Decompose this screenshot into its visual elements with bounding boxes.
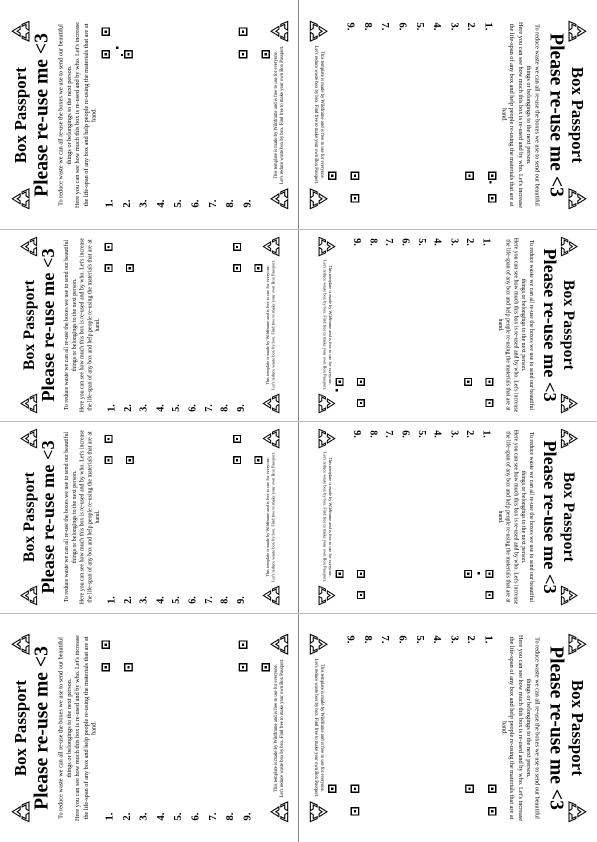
list-item: 2. <box>465 21 477 30</box>
passport-title: Box Passport <box>567 679 587 776</box>
qr-code-icon <box>335 378 364 407</box>
footer-line: This template is made by Wildframe and is free to use for everyone. <box>326 457 332 577</box>
intro-paragraph: Here you can see how much this box is re-used and by who. Let's increase the life-span of any box and help people re-using the materials that are at hand. <box>78 429 101 605</box>
qr-code-icon <box>104 243 133 272</box>
list-item: 5. <box>171 199 184 208</box>
list-item: 1. <box>480 238 492 246</box>
list-item: 7. <box>383 430 395 438</box>
list-item: 9. <box>350 238 362 246</box>
footer-text <box>273 20 285 209</box>
passport-card-content <box>302 14 594 215</box>
passport-subtitle: Please re-use me <3 <box>545 32 567 197</box>
list-item: 2. <box>463 430 475 438</box>
intro-text <box>57 633 99 822</box>
list-item: 9. <box>240 812 253 821</box>
passport-title: Box Passport <box>10 679 30 776</box>
passport-title: Box Passport <box>559 279 578 371</box>
qr-code-icon <box>465 784 496 815</box>
qr-code-icon <box>233 243 262 272</box>
footer-line: This template is made by Wildframe and is free to use for everyone. <box>265 457 271 577</box>
footer-line: Let's reduce waste box by box. Find free to make your own Box Passport. <box>312 658 318 797</box>
list-item: 4. <box>430 634 443 643</box>
list-item: 3. <box>447 634 460 643</box>
intro-paragraph: To reduce waste we can all re-use the boxes we use to send our beautiful things or belongings to the next person. <box>56 636 73 819</box>
list-item: 5. <box>170 404 182 412</box>
passport-card-content <box>3 14 295 215</box>
list-item: 4. <box>154 596 166 604</box>
reuse-list <box>104 288 249 412</box>
qr-code-icon <box>233 435 262 464</box>
list-item: 2. <box>120 812 132 821</box>
qr-code-icon <box>464 378 493 407</box>
intro-text <box>495 236 534 413</box>
passport-title: Box Passport <box>10 66 30 163</box>
list-item: 9. <box>235 404 247 412</box>
list-item: 7. <box>202 404 214 412</box>
qr-code-icon <box>238 640 269 671</box>
footer-line: This template is made by Wildframe and is free to use for everyone. <box>273 663 279 792</box>
intro-paragraph: To reduce waste we can all re-use the boxes we use to send our beautiful things or belongings to the next person. <box>524 636 541 819</box>
footer-text <box>320 428 331 605</box>
passport-title: Box Passport <box>567 66 587 163</box>
intro-paragraph: To reduce waste we can all re-use the boxes we use to send our beautiful things or belongings to the next person. <box>519 431 535 603</box>
footer-line: This template is made by Wildframe and is free to use for everyone. <box>318 50 324 179</box>
intro-paragraph: To reduce waste we can all re-use the boxes we use to send our beautiful things or belongings to the next person. <box>524 23 541 206</box>
list-item: 4. <box>431 430 443 438</box>
list-item: 1. <box>480 430 492 438</box>
intro-paragraph: To reduce waste we can all re-use the boxes we use to send our beautiful things or belongings to the next person. <box>62 239 78 411</box>
list-item: 7. <box>202 596 214 604</box>
qr-code-icon <box>335 570 364 599</box>
list-item: 8. <box>218 404 230 412</box>
footer-line: Let's reduce waste box by box. Find free to make your own Box Passport. <box>321 451 326 583</box>
passport-card-content <box>302 627 594 828</box>
list-item: 7. <box>206 199 219 208</box>
intro-text <box>57 20 99 209</box>
list-item: 7. <box>383 238 395 246</box>
list-item: 6. <box>396 634 408 643</box>
intro-paragraph: Here you can see how much this box is re-used and by who. Let's increase the life-span of any box and help people re-using the materials that are at hand. <box>496 237 519 413</box>
list-item: 9. <box>344 634 357 643</box>
list-item: 6. <box>189 812 201 821</box>
list-item: 3. <box>447 430 459 438</box>
passport-subtitle: Please re-use me <3 <box>37 440 59 594</box>
list-item: 6. <box>396 21 408 30</box>
list-item: 4. <box>431 238 443 246</box>
list-item: 7. <box>206 812 219 821</box>
qr-code-icon <box>104 435 133 464</box>
passport-card-content <box>311 423 585 611</box>
footer-text <box>266 236 277 413</box>
list-item: 7. <box>378 634 391 643</box>
list-item: 5. <box>170 596 182 604</box>
passport-card <box>3 627 295 828</box>
list-item: 5. <box>415 430 427 438</box>
qr-code-icon <box>101 640 132 671</box>
intro-paragraph: To reduce waste we can all re-use the boxes we use to send our beautiful things or belongings to the next person. <box>62 431 78 603</box>
row-divider <box>0 421 597 422</box>
list-item: 6. <box>399 430 411 438</box>
list-item: 8. <box>367 430 379 438</box>
list-item: 3. <box>138 596 150 604</box>
list-item: 1. <box>105 596 117 604</box>
footer-text <box>312 20 324 209</box>
list-item: 5. <box>171 812 184 821</box>
list-item: 3. <box>137 199 150 208</box>
footer-line: Let's reduce waste box by box. Find free to make your own Box Passport. <box>321 259 326 391</box>
intro-text <box>63 236 102 413</box>
passport-subtitle: Please re-use me <3 <box>30 645 52 810</box>
passport-title: Box Passport <box>19 279 38 371</box>
passport-card-content <box>311 231 585 419</box>
intro-paragraph: Here you can see how much this box is re-used and by who. Let's increase the life-span of any box and help people re-using the materials that are at hand. <box>73 21 98 208</box>
passport-subtitle: Please re-use me <3 <box>37 248 59 402</box>
row-divider <box>0 613 597 614</box>
intro-paragraph: Here you can see how much this box is re-used and by who. Let's increase the life-span of any box and help people re-using the materials that are at hand. <box>73 634 98 821</box>
footer-line: Let's reduce waste box by box. Find free to make your own Box Passport. <box>271 451 276 583</box>
list-item: 2. <box>463 238 475 246</box>
list-item: 7. <box>378 21 391 30</box>
list-item: 4. <box>154 812 167 821</box>
list-item: 9. <box>350 430 362 438</box>
footer-line: This template is made by Wildframe and is free to use for everyone. <box>273 50 279 179</box>
qr-code-icon <box>238 27 269 58</box>
footer-line: Let's reduce waste box by box. Find free to make your own Box Passport. <box>279 658 285 797</box>
footer-text <box>320 236 331 413</box>
intro-paragraph: Here you can see how much this box is re-used and by who. Let's increase the life-span of any box and help people re-using the materials that are at hand. <box>496 429 519 605</box>
list-item: 5. <box>413 634 426 643</box>
intro-paragraph: Here you can see how much this box is re-used and by who. Let's increase the life-span of any box and help people re-using the materials that are at hand. <box>499 21 524 208</box>
intro-text <box>498 633 540 822</box>
passport-subtitle: Please re-use me <3 <box>30 32 52 197</box>
passport-subtitle: Please re-use me <3 <box>538 440 560 594</box>
intro-text <box>498 20 540 209</box>
footer-line: Let's reduce waste box by box. Find free to make your own Box Passport. <box>279 45 285 184</box>
passport-subtitle: Please re-use me <3 <box>538 248 560 402</box>
list-item: 4. <box>154 199 167 208</box>
passport-card <box>311 231 585 419</box>
list-item: 3. <box>138 404 150 412</box>
passport-card <box>302 627 594 828</box>
list-item: 6. <box>399 238 411 246</box>
qr-code-icon <box>464 570 493 599</box>
passport-card <box>12 231 286 419</box>
list-item: 6. <box>186 596 198 604</box>
reuse-list <box>348 238 493 362</box>
intro-text <box>495 428 534 605</box>
list-item: 2. <box>122 596 134 604</box>
list-item: 2. <box>122 404 134 412</box>
list-item: 8. <box>361 21 374 30</box>
intro-paragraph: Here you can see how much this box is re-used and by who. Let's increase the life-span of any box and help people re-using the materials that are at hand. <box>78 237 101 413</box>
passport-subtitle: Please re-use me <3 <box>545 645 567 810</box>
list-item: 8. <box>361 634 374 643</box>
list-item: 2. <box>120 199 132 208</box>
reuse-list <box>101 75 256 207</box>
footer-text <box>266 428 277 605</box>
list-item: 8. <box>218 596 230 604</box>
footer-line: Let's reduce waste box by box. Find free to make your own Box Passport. <box>312 45 318 184</box>
list-item: 3. <box>447 21 460 30</box>
intro-paragraph: Here you can see how much this box is re-used and by who. Let's increase the life-span of any box and help people re-using the materials that are at hand. <box>499 634 524 821</box>
passport-card <box>302 14 594 215</box>
passport-card-content <box>12 231 286 419</box>
list-item: 8. <box>367 238 379 246</box>
qr-code-icon <box>101 27 132 58</box>
passport-title: Box Passport <box>19 471 38 563</box>
footer-line: Let's reduce waste box by box. Find free to make your own Box Passport. <box>271 259 276 391</box>
footer-line: This template is made by Wildframe and is free to use for everyone. <box>265 265 271 385</box>
list-item: 2. <box>465 634 477 643</box>
list-item: 6. <box>189 199 201 208</box>
list-item: 1. <box>105 404 117 412</box>
intro-paragraph: To reduce waste we can all re-use the boxes we use to send our beautiful things or belongings to the next person. <box>56 23 73 206</box>
list-item: 8. <box>223 812 236 821</box>
footer-line: This template is made by Wildframe and is free to use for everyone. <box>318 663 324 792</box>
reuse-list <box>101 688 256 820</box>
list-item: 6. <box>186 404 198 412</box>
reuse-list <box>341 22 496 154</box>
intro-paragraph: To reduce waste we can all re-use the boxes we use to send our beautiful things or belongings to the next person. <box>519 239 535 411</box>
list-item: 5. <box>415 238 427 246</box>
passport-card <box>12 423 286 611</box>
qr-code-icon <box>327 171 358 202</box>
passport-card <box>311 423 585 611</box>
footer-text <box>273 633 285 822</box>
qr-code-icon <box>465 171 496 202</box>
reuse-list <box>104 480 249 604</box>
list-item: 8. <box>223 199 236 208</box>
list-item: 1. <box>102 199 115 208</box>
passport-card-content <box>12 423 286 611</box>
list-item: 3. <box>447 238 459 246</box>
passport-title: Box Passport <box>559 471 578 563</box>
list-item: 1. <box>102 812 115 821</box>
list-item: 9. <box>235 596 247 604</box>
passport-card <box>3 14 295 215</box>
intro-text <box>63 428 102 605</box>
list-item: 4. <box>154 404 166 412</box>
list-item: 1. <box>482 21 495 30</box>
footer-line: This template is made by Wildframe and is free to use for everyone. <box>326 265 332 385</box>
passport-card-content <box>3 627 295 828</box>
list-item: 1. <box>482 634 495 643</box>
list-item: 4. <box>430 21 443 30</box>
qr-code-icon <box>327 784 358 815</box>
row-divider <box>0 229 597 230</box>
list-item: 5. <box>413 21 426 30</box>
footer-text <box>312 633 324 822</box>
reuse-list <box>341 635 496 767</box>
reuse-list <box>348 430 493 554</box>
list-item: 9. <box>240 199 253 208</box>
list-item: 3. <box>137 812 150 821</box>
list-item: 9. <box>344 21 357 30</box>
